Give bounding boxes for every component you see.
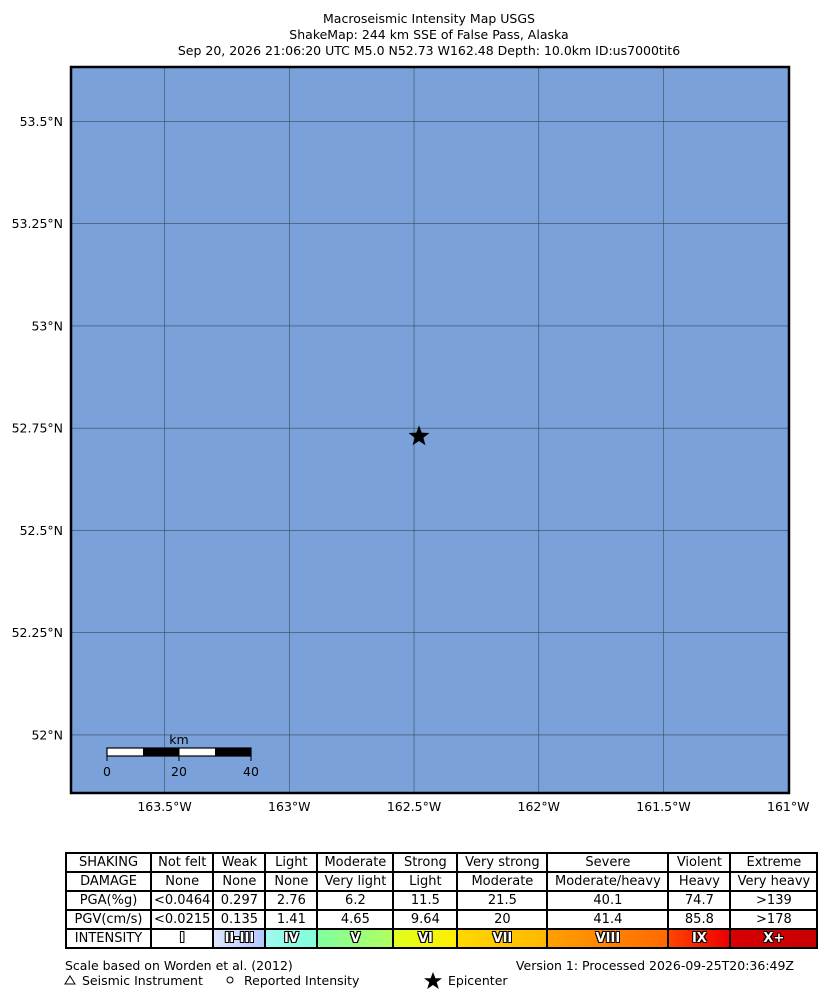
intensity-cell: VII [457, 929, 547, 948]
map-subtitle: ShakeMap: 244 km SSE of False Pass, Alaska [289, 27, 569, 42]
version-note: Version 1: Processed 2026-09-25T20:36:49Z [515, 958, 794, 973]
longitude-label: 163.5°W [137, 799, 192, 814]
scale-segment [143, 748, 179, 756]
intensity-legend [65, 852, 818, 949]
legend-cell: None [213, 872, 265, 891]
scale-segment [215, 748, 251, 756]
legend-row-label: PGV(cm/s) [66, 910, 151, 929]
legend-cell: Very light [317, 872, 393, 891]
intensity-cell: I [151, 929, 213, 948]
legend-cell: 20 [457, 910, 547, 929]
legend-cell: 0.135 [213, 910, 265, 929]
latitude-label: 53.5°N [19, 113, 63, 129]
legend-epicenter: Epicenter [448, 973, 508, 988]
intensity-cell: X+ [730, 929, 817, 948]
legend-cell: Weak [213, 853, 265, 872]
legend-cell: 6.2 [317, 891, 393, 910]
legend-cell: 40.1 [547, 891, 668, 910]
latitude-label: 53.25°N [11, 216, 63, 232]
map-title: Macroseismic Intensity Map USGS [323, 11, 535, 26]
legend-row [66, 891, 817, 910]
legend-cell: None [151, 872, 213, 891]
legend-cell: Very strong [457, 853, 547, 872]
intensity-cell: II-III [213, 929, 265, 948]
circle-icon [225, 975, 235, 985]
longitude-label: 163°W [268, 799, 311, 814]
legend-cell: >178 [730, 910, 817, 929]
legend-cell: Moderate [317, 853, 393, 872]
legend-instrument: Seismic Instrument [82, 973, 203, 988]
legend-row [66, 910, 817, 929]
legend-cell: Strong [393, 853, 457, 872]
longitude-label: 162.5°W [386, 799, 442, 814]
intensity-cell: V [317, 929, 393, 948]
longitude-label: 161°W [767, 799, 810, 814]
legend-cell: Heavy [668, 872, 730, 891]
legend-row-label: DAMAGE [66, 872, 151, 891]
legend-reported: Reported Intensity [244, 973, 360, 988]
scale-note: Scale based on Worden et al. (2012) [65, 958, 293, 973]
legend-cell: Very heavy [730, 872, 817, 891]
event-details: Sep 20, 2026 21:06:20 UTC M5.0 N52.73 W162.48 Depth: 10.0km ID:us7000tit6 [177, 43, 681, 58]
legend-cell: 2.76 [265, 891, 317, 910]
intensity-cell: VIII [547, 929, 668, 948]
intensity-row [66, 929, 817, 948]
latitude-label: 52.75°N [11, 420, 63, 436]
longitude-label: 161.5°W [636, 799, 691, 814]
legend-cell: >139 [730, 891, 817, 910]
legend-cell: None [265, 872, 317, 891]
legend-row-label: PGA(%g) [66, 891, 151, 910]
latitude-label: 52.25°N [11, 625, 63, 641]
legend-row [66, 872, 817, 891]
legend-cell: Light [265, 853, 317, 872]
legend-cell: 21.5 [457, 891, 547, 910]
scale-tick-label: 0 [103, 764, 111, 779]
map-water [71, 67, 789, 793]
intensity-row-label: INTENSITY [66, 929, 151, 948]
legend-row-label: SHAKING [66, 853, 151, 872]
latitude-labels [12, 114, 63, 743]
legend-cell: Extreme [730, 853, 817, 872]
legend-cell: Violent [668, 853, 730, 872]
latitude-label: 52°N [31, 727, 63, 743]
legend-cell: Moderate [457, 872, 547, 891]
intensity-cell: IX [668, 929, 730, 948]
legend-cell: <0.0464 [151, 891, 213, 910]
latitude-label: 53°N [31, 318, 63, 334]
scale-bar-unit: km [169, 732, 189, 747]
legend-cell: Light [393, 872, 457, 891]
legend-cell: 4.65 [317, 910, 393, 929]
legend-cell: 74.7 [668, 891, 730, 910]
triangle-icon [64, 974, 76, 986]
legend-cell: 9.64 [393, 910, 457, 929]
legend-cell: 0.297 [213, 891, 265, 910]
star-icon [423, 971, 443, 991]
scale-tick-label: 40 [243, 764, 259, 779]
longitude-labels [137, 799, 809, 814]
legend-row [66, 853, 817, 872]
intensity-cell: IV [265, 929, 317, 948]
intensity-cell: VI [393, 929, 457, 948]
legend-cell: 85.8 [668, 910, 730, 929]
legend-cell: 11.5 [393, 891, 457, 910]
legend-cell: 41.4 [547, 910, 668, 929]
legend-cell: Moderate/heavy [547, 872, 668, 891]
latitude-label: 52.5°N [19, 522, 63, 538]
legend-cell: 1.41 [265, 910, 317, 929]
longitude-label: 162°W [517, 799, 561, 814]
legend-cell: Severe [547, 853, 668, 872]
scale-tick-label: 20 [171, 764, 187, 779]
legend-cell: <0.0215 [151, 910, 213, 929]
legend-cell: Not felt [151, 853, 213, 872]
